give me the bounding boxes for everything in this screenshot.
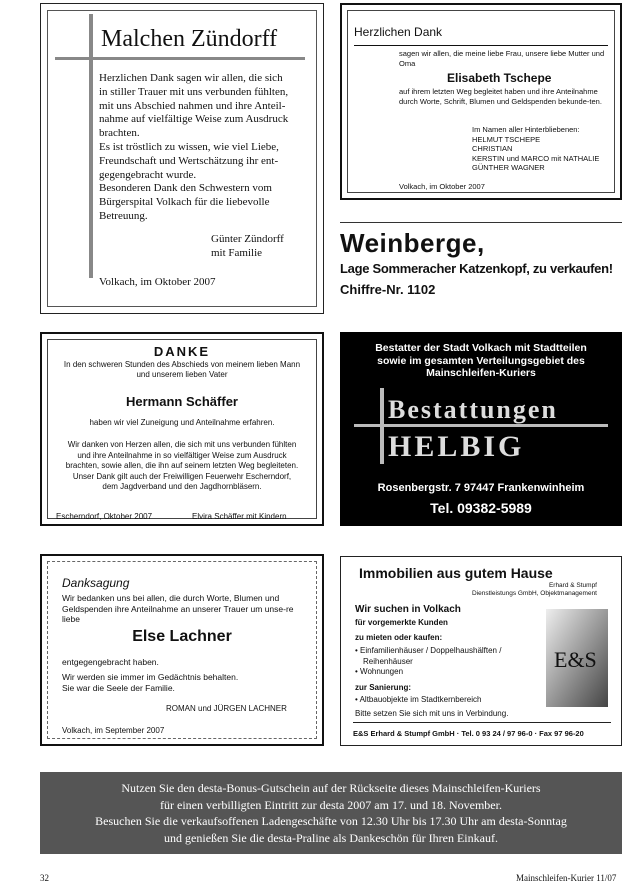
banner-line: Nutzen Sie den desta-Bonus-Gutschein auf der Rückseite dieses Mainschleifen-Kuriers [121,781,541,795]
body-line: gegengebracht wurde. [99,168,197,181]
logo-text-top: Bestattungen [388,395,558,424]
signer-line: GÜNTHER WAGNER [472,163,545,172]
place-date: Volkach, im Oktober 2007 [399,182,485,191]
thanks-text: sagen wir allen, die meine liebe Frau, unsere liebe Mutter und Oma [399,49,605,68]
banner-line: für einen verbilligten Eintritt zur desta 2007 am 17. und 18. November. [160,797,502,812]
cross-icon [89,14,93,278]
classified-headline: Weinberge, [340,228,485,258]
place-date: Volkach, im Oktober 2007 [99,276,216,288]
signer-line: HELMUT TSCHEPE [472,134,541,144]
thanks-paragraph [42,440,322,493]
divider [340,222,622,223]
intro-line: und unserem lieben Vater [136,370,228,379]
intro-line: In den schweren Stunden des Abschieds von meinem lieben Mann [63,360,301,369]
immo-rent-buy: zu mieten oder kaufen: [355,633,443,642]
place-date: Escherndorf, Oktober 2007 [56,512,153,521]
thanks-text: Wir bedanken uns bei allen, die durch Worte, Blumen und Geldspenden ihre Anteilnahme an unserer Trauer um unse-re liebe [62,593,294,624]
signer-name: Günter Zündorff [211,233,284,245]
logo-text-bottom: HELBIG [388,430,525,463]
thanks-text: entgegengebracht haben. [62,657,159,667]
divider [354,45,608,46]
ad-heading: DANKE [153,344,211,359]
list-item-text: Altbauobjekte im Stadtkernbereich [359,695,482,704]
deceased-name: Hermann Schäffer [126,394,238,409]
signature: ROMAN und JÜRGEN LACHNER [166,704,287,713]
memory-text [62,672,238,693]
company-name: Erhard & Stumpf [548,582,597,589]
banner-line: und genießen Sie die desta-Praline als Dankeschön für Ihren Einkauf. [164,830,498,845]
thanks-line: Unser Dank gilt auch der Freiwilligen Feuerwehr Escherndorf, [72,471,292,481]
ad-zuendorff [40,3,324,314]
signer-family: mit Familie [211,247,263,259]
immo-footer: E&S Erhard & Stumpf GmbH · Tel. 0 93 24 / 97 96-0 · Fax 97 96-20 [353,729,584,738]
helbig-address: Rosenbergstr. 7 97447 Frankenwinheim [377,482,585,494]
immo-wanted: Wir suchen in Volkach [355,604,461,615]
company-type: Dienstleistungs GmbH, Objektmanagement [471,590,597,597]
body-line: Besonderen Dank den Schwestern vom [99,182,272,195]
issue-label: Mainschleifen-Kurier 11/07 [516,873,617,883]
immo-renovation: zur Sanierung: [355,683,412,692]
ad-lachner [40,554,324,746]
place-date: Volkach, im September 2007 [62,726,165,735]
intro-text [42,360,322,380]
classified-cipher: Chiffre-Nr. 1102 [340,282,436,297]
immo-headline: Immobilien aus gutem Hause [359,565,553,581]
list-item: • Wohnungen [355,667,404,676]
ad-tschepe [340,3,622,200]
memory-line: Wir werden sie immer im Gedächtnis behalten. [62,672,239,682]
helbig-logo [354,388,608,464]
immo-for: für vorgemerkte Kunden [355,618,448,627]
deceased-name: Malchen Zündorff [101,26,278,52]
thanks-text: haben wir viel Zuneigung und Anteilnahme erfahren. [89,418,275,427]
body-line: brachten. [99,127,140,140]
signature: Elvira Schäffer mit Kindern [192,512,287,521]
signers-list [472,125,612,173]
intro-line: Mainschleifen-Kuriers [426,367,536,379]
thanks-line: und ihre Anteilnahme in so vielfältiger Weise zum Ausdruck [77,450,287,460]
cross-bar [354,424,608,427]
body-line: nahme auf vielfältige Weise zum Ausdruck [99,113,289,126]
thanks-line: brachten, sowie allen, die ihn auf seinem letzten Weg begleiteten. [65,461,299,470]
deceased-name: Else Lachner [132,628,232,645]
signer-line: CHRISTIAN [472,144,513,153]
list-item: • Altbauobjekte im Stadtkernbereich [355,695,482,704]
cross-bar [55,57,305,60]
ad-heading: Herzlichen Dank [354,25,443,39]
divider [353,722,611,723]
body-line: Es ist tröstlich zu wissen, wie viel Liebe, [99,140,279,153]
immo-bullets [355,646,501,678]
body-line: Betreuung. [99,209,148,222]
helbig-phone: Tel. 09382-5989 [430,500,532,516]
ad-weinberge [340,222,622,304]
es-logo [546,609,608,707]
signer-line: Im Namen aller Hinterbliebenen: [472,125,580,134]
ad-immobilien [340,556,622,746]
body-line: Herzlichen Dank sagen wir allen, die sich [99,72,283,84]
classified-text: Lage Sommeracher Katzenkopf, zu verkaufen! [340,261,613,276]
intro-line: sowie im gesamten Verteilungsgebiet des [377,354,585,367]
body-line: Bürgerspital Volkach für die liebevolle [99,196,270,209]
intro-line: Bestatter der Stadt Volkach mit Stadtteilen [375,342,587,354]
banner-line: Besuchen Sie die verkaufsoffenen Ladengeschäfte von 12.30 Uhr bis 17.30 Uhr am desta-Sonntag [95,814,567,828]
logo-text: E&S [554,647,597,672]
immo-company [472,582,597,598]
list-item-text: Reihenhäuser [363,656,413,666]
list-item: • Einfamilienhäuser / Doppelhaushälften / [355,646,502,655]
helbig-intro [340,342,622,380]
list-item-text: Wohnungen [360,667,404,676]
ad-helbig [340,332,622,526]
ad-schaeffer [40,332,324,526]
thanks-line: Wir danken von Herzen allen, die sich mit uns verbunden fühlten [67,440,297,449]
thanks-line: dem Jagdverband und den Jagdhornbläsern. [102,482,262,491]
body-line: in stiller Trauer mit uns verbunden fühlten, [99,85,289,98]
page-number: 32 [40,873,49,883]
signature [211,232,284,260]
signer-line: KERSTIN und MARCO mit NATHALIE [472,153,600,163]
deceased-name: Elisabeth Tschepe [447,71,552,85]
thanks-text: auf ihrem letzten Weg begleitet haben und ihre Anteilnahme durch Worte, Schrift, Blumen und Geldspenden bekunde-ten. [399,87,602,106]
ad-heading: Danksagung [62,576,130,590]
desta-banner [40,772,622,854]
list-item-text: Einfamilienhäuser / Doppelhaushälften / [360,646,502,655]
body-line: Freundschaft und Wertschätzung ihr ent- [99,154,279,167]
memory-line: Sie war die Seele der Familie. [62,682,175,693]
thanks-text [99,72,309,224]
immo-contact: Bitte setzen Sie sich mit uns in Verbindung. [355,709,509,718]
body-line: mit uns Abschied nahmen und ihre Anteil- [99,99,286,112]
